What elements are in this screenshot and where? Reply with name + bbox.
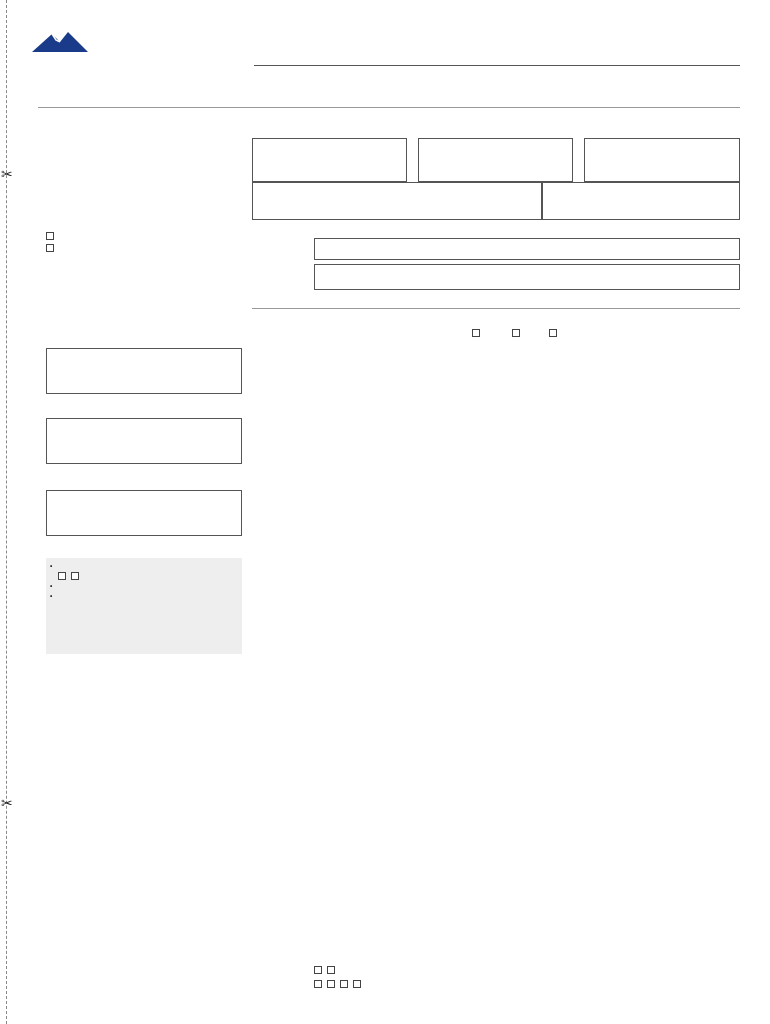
foreign-exchange-question — [314, 966, 338, 974]
signature-box-second[interactable] — [46, 418, 242, 464]
moh-joint[interactable] — [512, 329, 523, 337]
divider — [38, 107, 740, 108]
signature-box-third[interactable] — [46, 490, 242, 536]
ria-code-field[interactable] — [542, 182, 740, 220]
scissors-icon: ✂ — [1, 166, 13, 182]
mountain-icon — [30, 30, 90, 54]
cut-line — [6, 0, 7, 1024]
divider — [254, 65, 740, 66]
sub-broker-arn-field[interactable] — [418, 138, 573, 182]
name-input[interactable] — [314, 264, 740, 290]
distributor-arn-field[interactable] — [252, 138, 407, 182]
euin-field[interactable] — [252, 182, 542, 220]
moh-anyone-survivor[interactable] — [549, 329, 560, 337]
scissors-icon: ✂ — [1, 795, 13, 811]
fatca-note: • • • — [50, 562, 238, 602]
folio-number-input[interactable] — [314, 238, 740, 260]
tc-option-first-time[interactable] — [46, 232, 57, 240]
moh-single[interactable] — [472, 329, 483, 337]
gaming-question — [314, 980, 364, 988]
tc-option-existing[interactable] — [46, 244, 57, 252]
divider — [252, 308, 740, 309]
employee-code-field[interactable] — [584, 138, 740, 182]
brand-logo — [30, 30, 90, 56]
signature-box-first[interactable] — [46, 348, 242, 394]
